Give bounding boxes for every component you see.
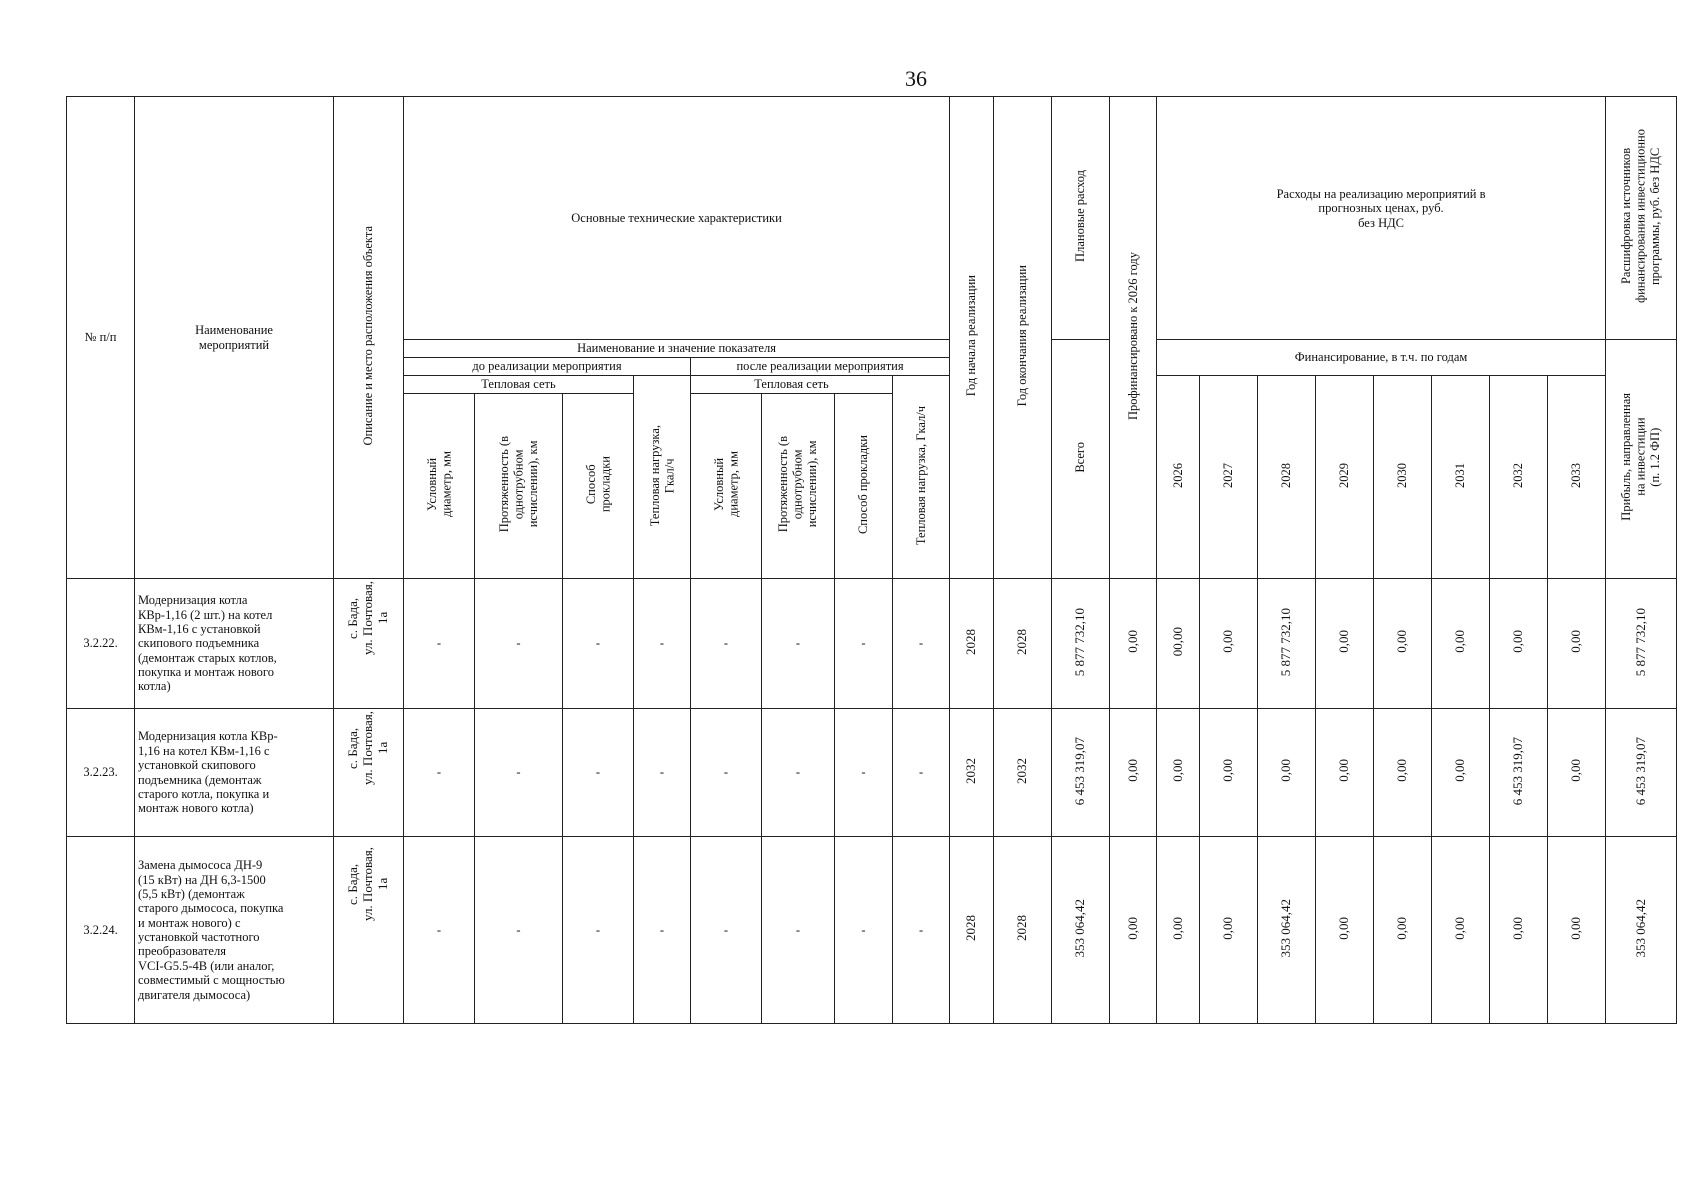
tech-cell: -	[762, 579, 835, 709]
year-value-cell: 353 064,42	[1258, 837, 1316, 1024]
year-value-cell: 0,00	[1374, 709, 1432, 837]
prefinanced-cell: 0,00	[1110, 709, 1157, 837]
header-sources: Расшифровка источников финансирования инвестиционно программы, руб. без НДС	[1606, 97, 1677, 340]
table-row	[67, 709, 1677, 837]
year-value-cell: 0,00	[1200, 709, 1258, 837]
total-cell: 5 877 732,10	[1052, 579, 1110, 709]
year-value-cell: 00,00	[1157, 579, 1200, 709]
year-value-cell: 0,00	[1548, 579, 1606, 709]
investment-table	[66, 96, 1677, 1024]
header-name: Наименование мероприятий	[135, 97, 334, 579]
header-tech: Основные технические характеристики	[404, 97, 950, 340]
header-expenses: Расходы на реализацию мероприятий в прогнозных ценах, руб. без НДС	[1157, 97, 1606, 340]
year-value-cell: 0,00	[1548, 837, 1606, 1024]
header-year-2029: 2029	[1316, 376, 1374, 579]
header-year-2026: 2026	[1157, 376, 1200, 579]
tech-cell: -	[404, 709, 475, 837]
total-cell: 353 064,42	[1052, 837, 1110, 1024]
prefinanced-cell: 0,00	[1110, 837, 1157, 1024]
header-after-col-4: Тепловая нагрузка, Гкал/ч	[893, 376, 950, 579]
tech-cell: -	[893, 709, 950, 837]
profit-cell: 6 453 319,07	[1606, 709, 1677, 837]
header-year-2031: 2031	[1432, 376, 1490, 579]
tech-cell: -	[634, 837, 691, 1024]
year-start-cell: 2032	[950, 709, 994, 837]
year-value-cell: 0,00	[1157, 709, 1200, 837]
year-value-cell: 0,00	[1374, 837, 1432, 1024]
header-before: до реализации мероприятия	[404, 358, 691, 376]
row-num: 3.2.23.	[67, 709, 135, 837]
year-value-cell: 0,00	[1157, 837, 1200, 1024]
tech-cell: -	[475, 709, 563, 837]
header-financing: Финансирование, в т.ч. по годам	[1157, 340, 1606, 376]
header-planned: Плановые расход	[1052, 97, 1110, 340]
header-location: Описание и место расположения объекта	[334, 97, 404, 579]
year-value-cell: 0,00	[1432, 579, 1490, 709]
tech-cell: -	[893, 837, 950, 1024]
prefinanced-cell: 0,00	[1110, 579, 1157, 709]
year-value-cell: 0,00	[1432, 709, 1490, 837]
header-year-end: Год окончания реализации	[994, 97, 1052, 579]
row-name: Модернизация котла КВр-1,16 (2 шт.) на котел КВм-1,16 с установкой скипового подъемника (демонтаж старых котлов, покупка и монтаж нового котла)	[135, 579, 334, 709]
tech-cell: -	[475, 837, 563, 1024]
header-prefinanced: Профинансировано к 2026 году	[1110, 97, 1157, 579]
page-number: 36	[905, 66, 927, 91]
header-year-2030: 2030	[1374, 376, 1432, 579]
tech-cell: -	[835, 709, 893, 837]
tech-cell: -	[893, 579, 950, 709]
year-start-cell: 2028	[950, 579, 994, 709]
row-name: Замена дымососа ДН-9 (15 кВт) на ДН 6,3-1500 (5,5 кВт) (демонтаж старого дымососа, покупка и монтаж нового) с установкой частотного преобразователя VCI-G5.5-4B (или аналог, совместимый с мощностью двигателя дымососа)	[135, 837, 334, 1024]
profit-cell: 5 877 732,10	[1606, 579, 1677, 709]
header-before-col-3: Способ прокладки	[563, 394, 634, 579]
tech-cell: -	[634, 579, 691, 709]
profit-cell: 353 064,42	[1606, 837, 1677, 1024]
year-value-cell: 0,00	[1258, 709, 1316, 837]
year-value-cell: 5 877 732,10	[1258, 579, 1316, 709]
year-value-cell: 0,00	[1374, 579, 1432, 709]
year-value-cell: 0,00	[1316, 579, 1374, 709]
header-year-2028: 2028	[1258, 376, 1316, 579]
year-end-cell: 2028	[994, 579, 1052, 709]
header-num: № п/п	[67, 97, 135, 579]
year-value-cell: 0,00	[1200, 837, 1258, 1024]
header-after-col-3: Способ прокладки	[835, 394, 893, 579]
year-value-cell: 0,00	[1490, 579, 1548, 709]
header-profit: Прибыль, направленная на инвестиции (п. 1.2 ФП)	[1606, 340, 1677, 579]
tech-cell: -	[563, 709, 634, 837]
row-num: 3.2.22.	[67, 579, 135, 709]
row-location: с. Бада, ул. Почтовая, 1а	[334, 837, 404, 1024]
header-heat-net-before: Тепловая сеть	[404, 376, 634, 394]
tech-cell: -	[563, 837, 634, 1024]
year-value-cell: 0,00	[1432, 837, 1490, 1024]
total-cell: 6 453 319,07	[1052, 709, 1110, 837]
year-end-cell: 2028	[994, 837, 1052, 1024]
tech-cell: -	[835, 579, 893, 709]
year-value-cell: 0,00	[1200, 579, 1258, 709]
year-value-cell: 6 453 319,07	[1490, 709, 1548, 837]
header-indicator: Наименование и значение показателя	[404, 340, 950, 358]
header-year-2033: 2033	[1548, 376, 1606, 579]
table-row	[67, 579, 1677, 709]
row-location: с. Бада, ул. Почтовая, 1а	[334, 709, 404, 837]
header-before-col-4: Тепловая нагрузка, Гкал/ч	[634, 376, 691, 579]
header-total: Всего	[1052, 340, 1110, 579]
row-location: с. Бада, ул. Почтовая, 1а	[334, 579, 404, 709]
row-num: 3.2.24.	[67, 837, 135, 1024]
year-value-cell: 0,00	[1490, 837, 1548, 1024]
tech-cell: -	[404, 837, 475, 1024]
tech-cell: -	[691, 709, 762, 837]
header-after-col-2: Протяженность (в однотрубном исчислении), км	[762, 394, 835, 579]
header-before-col-1: Условный диаметр, мм	[404, 394, 475, 579]
header-after-col-1: Условный диаметр, мм	[691, 394, 762, 579]
header-year-2027: 2027	[1200, 376, 1258, 579]
year-end-cell: 2032	[994, 709, 1052, 837]
header-before-col-2: Протяженность (в однотрубном исчислении), км	[475, 394, 563, 579]
tech-cell: -	[475, 579, 563, 709]
tech-cell: -	[634, 709, 691, 837]
tech-cell: -	[691, 579, 762, 709]
header-year-2032: 2032	[1490, 376, 1548, 579]
header-after: после реализации мероприятия	[691, 358, 950, 376]
year-value-cell: 0,00	[1548, 709, 1606, 837]
year-value-cell: 0,00	[1316, 709, 1374, 837]
tech-cell: -	[404, 579, 475, 709]
row-name: Модернизация котла КВр- 1,16 на котел КВм-1,16 с установкой скипового подъемника (демонтаж старого котла, покупка и монтаж нового котла)	[135, 709, 334, 837]
tech-cell: -	[835, 837, 893, 1024]
tech-cell: -	[762, 837, 835, 1024]
tech-cell: -	[563, 579, 634, 709]
tech-cell: -	[691, 837, 762, 1024]
header-heat-net-after: Тепловая сеть	[691, 376, 893, 394]
year-value-cell: 0,00	[1316, 837, 1374, 1024]
header-year-start: Год начала реализации	[950, 97, 994, 579]
year-start-cell: 2028	[950, 837, 994, 1024]
tech-cell: -	[762, 709, 835, 837]
table-row	[67, 837, 1677, 1024]
